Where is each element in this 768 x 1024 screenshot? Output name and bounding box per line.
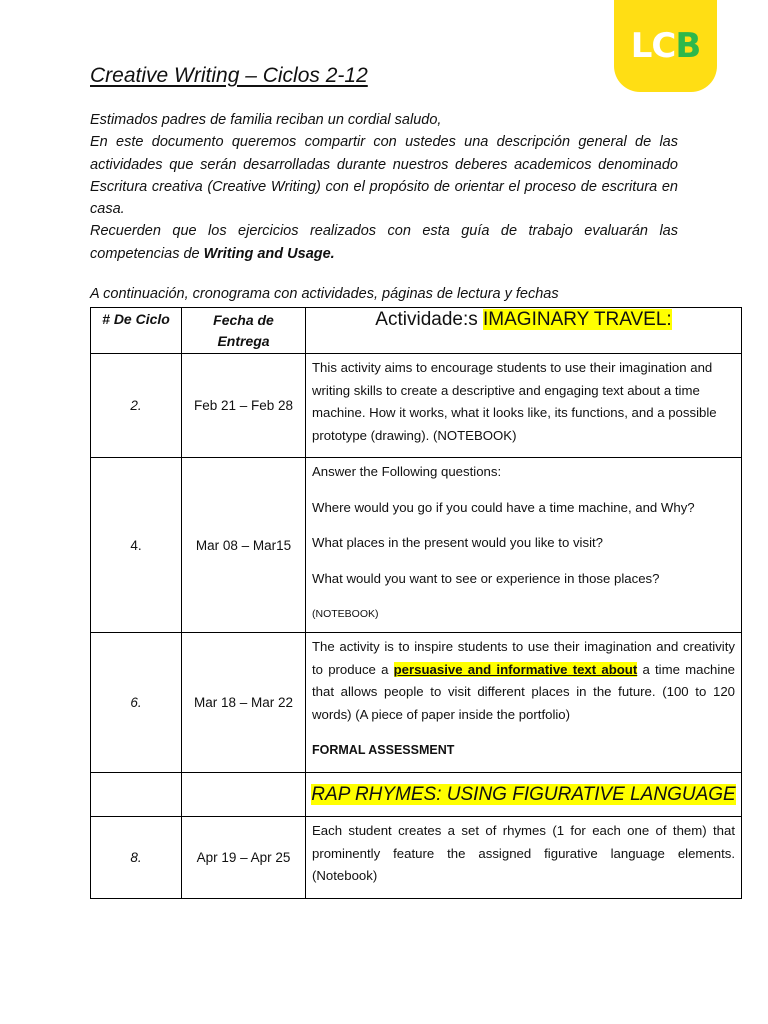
intro-paragraph: En este documento queremos compartir con ustedes una descripción general de las actividades que serán desarrolladas durante nuestros deberes academicos denominado Escritura creativa (Creative Writing) con el propósito de orientar el proceso de escritura en casa.: [90, 134, 678, 218]
row-activity: Each student creates a set of rhymes (1 for each one of them) that prominently feature the assigned figurative language elements. (Notebook): [306, 817, 742, 899]
table-section-row: [91, 773, 742, 817]
logo-wordmark: LCB: [630, 26, 701, 66]
formal-assessment-label: FORMAL ASSESSMENT: [312, 743, 455, 758]
highlighted-phrase: persuasive and informative text about: [393, 661, 638, 677]
question: What places in the present would you like to visit?: [312, 535, 604, 551]
schedule-table: [90, 307, 742, 899]
schedule-caption: A continuación, cronograma con actividades, páginas de lectura y fechas: [90, 286, 559, 302]
row-activity: [306, 458, 742, 633]
header-fecha: Fecha de Entrega: [182, 308, 306, 354]
notebook-note: (NOTEBOOK): [312, 608, 379, 621]
row-fecha: Apr 19 – Apr 25: [182, 817, 306, 899]
row-activity: This activity aims to encourage students to use their imagination and writing skills to create a descriptive and engaging text about a time machine. How it works, what it looks like, its functions, and a possible prototype (drawing). (NOTEBOOK): [306, 354, 742, 458]
lcb-logo: [614, 0, 717, 92]
header-ciclo: # De Ciclo: [91, 308, 182, 354]
question: Where would you go if you could have a time machine, and Why?: [312, 499, 695, 515]
greeting: Estimados padres de familia reciban un cordial saludo,: [90, 112, 442, 128]
row-activity: The activity is to inspire students to use their imagination and creativity to produce a persuasive and informative text about a time machine that allows people to visit different places in the future. (100 to 120 words) (A piece of paper inside the portfolio) FORMAL ASSESSMENT: [306, 633, 742, 773]
section-title: RAP RHYMES: USING FIGURATIVE LANGUAGE: [306, 773, 742, 817]
instruction: Answer the Following questions:: [312, 464, 502, 479]
header-topic: IMAGINARY TRAVEL:: [483, 309, 672, 330]
intro-text: [90, 109, 678, 265]
row-fecha: Mar 08 – Mar15: [182, 458, 306, 633]
row-ciclo: 2.: [91, 354, 182, 458]
competencies-bold: Writing and Usage.: [203, 245, 335, 262]
header-actividad: Actividade:s IMAGINARY TRAVEL:: [306, 308, 742, 354]
table-row: [91, 458, 742, 633]
row-ciclo: 8.: [91, 817, 182, 899]
empty-cell: [182, 773, 306, 817]
row-ciclo: 6.: [91, 633, 182, 773]
document-title: Creative Writing – Ciclos 2-12: [90, 64, 368, 87]
question: What would you want to see or experience in those places?: [312, 570, 660, 586]
row-fecha: Mar 18 – Mar 22: [182, 633, 306, 773]
table-row: [91, 817, 742, 899]
table-row: [91, 633, 742, 773]
row-ciclo: 4.: [91, 458, 182, 633]
table-row: [91, 354, 742, 458]
competencies-paragraph: Recuerden que los ejercicios realizados con esta guía de trabajo evaluarán las competencias de Writing and Usage.: [90, 223, 678, 262]
empty-cell: [91, 773, 182, 817]
table-header-row: [91, 308, 742, 354]
row-fecha: Feb 21 – Feb 28: [182, 354, 306, 458]
